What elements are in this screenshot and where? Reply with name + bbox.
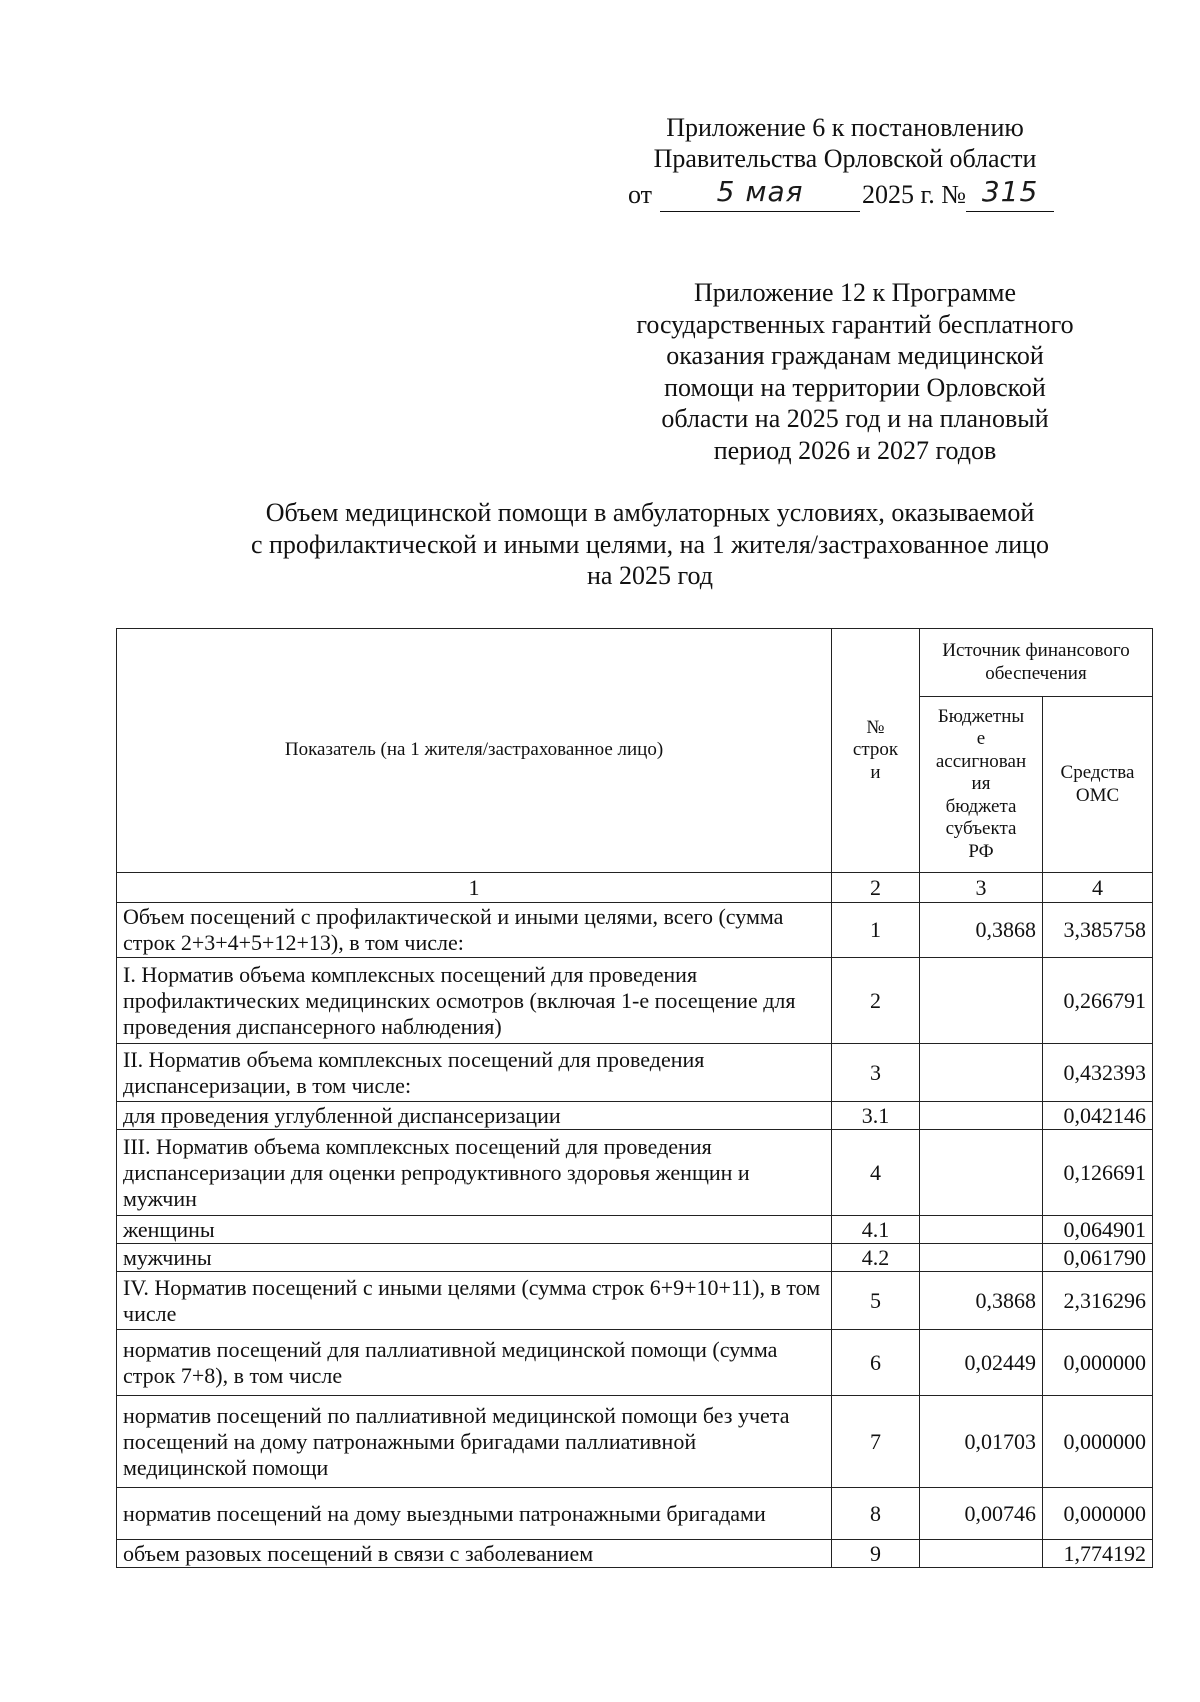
table-row — [117, 1540, 1153, 1568]
row-number: 1 — [832, 903, 920, 958]
header-budget-l5: бюджета — [945, 795, 1017, 817]
table-row — [117, 903, 1153, 958]
header-funding-l2: обеспечения — [985, 662, 1087, 684]
program-header-line1: Приложение 12 к Программе — [693, 278, 1017, 307]
year-text: 2025 г. № — [862, 180, 967, 209]
date-field — [660, 175, 860, 212]
table-row — [117, 1102, 1153, 1130]
row-budget-value — [920, 1216, 1043, 1244]
row-label: для проведения углубленной диспансеризации — [117, 1102, 832, 1130]
date-prefix: от — [628, 180, 653, 209]
row-oms-value: 0,000000 — [1043, 1396, 1153, 1488]
row-label: мужчины — [117, 1244, 832, 1272]
row-label: норматив посещений для паллиативной медицинской помощи (сумма строк 7+8), в том числе — [117, 1330, 832, 1396]
row-budget-value: 0,3868 — [920, 1272, 1043, 1330]
header-row-number — [832, 629, 920, 873]
header-budget-l3: ассигнован — [935, 750, 1027, 772]
row-oms-value: 0,061790 — [1043, 1244, 1153, 1272]
appendix-header — [590, 112, 1100, 174]
header-budget — [920, 697, 1043, 873]
appendix-header-line2: Правительства Орловской области — [653, 144, 1037, 173]
header-row-number-l1: № — [866, 716, 885, 738]
row-label: объем разовых посещений в связи с заболеванием — [117, 1540, 832, 1568]
row-number: 3.1 — [832, 1102, 920, 1130]
row-budget-value: 0,02449 — [920, 1330, 1043, 1396]
row-number: 3 — [832, 1044, 920, 1102]
appendix-header-line1: Приложение 6 к постановлению — [666, 113, 1024, 142]
table-row — [117, 1130, 1153, 1216]
column-number: 4 — [1043, 873, 1153, 903]
header-row-number-l3: и — [870, 761, 881, 783]
title-line3: на 2025 год — [587, 561, 713, 590]
row-number: 4.2 — [832, 1244, 920, 1272]
volume-table — [116, 628, 1153, 1568]
program-header-line5: области на 2025 год и на плановый — [661, 404, 1049, 433]
row-number: 2 — [832, 958, 920, 1044]
table-header-row — [117, 629, 1153, 697]
row-budget-value — [920, 1540, 1043, 1568]
column-number: 2 — [832, 873, 920, 903]
row-number: 9 — [832, 1540, 920, 1568]
row-oms-value: 0,266791 — [1043, 958, 1153, 1044]
table-row — [117, 1216, 1153, 1244]
number-field — [966, 175, 1054, 212]
row-number: 6 — [832, 1330, 920, 1396]
row-budget-value: 0,3868 — [920, 903, 1043, 958]
table-row — [117, 1488, 1153, 1540]
column-number: 3 — [920, 873, 1043, 903]
row-oms-value: 0,042146 — [1043, 1102, 1153, 1130]
table-row — [117, 1396, 1153, 1488]
row-label: женщины — [117, 1216, 832, 1244]
table-row — [117, 1330, 1153, 1396]
header-oms-l1: Средства — [1060, 762, 1135, 783]
header-budget-l2: е — [976, 728, 986, 750]
document-title — [110, 497, 1190, 592]
row-oms-value: 0,000000 — [1043, 1488, 1153, 1540]
row-oms-value: 0,126691 — [1043, 1130, 1153, 1216]
row-budget-value — [920, 958, 1043, 1044]
header-oms — [1043, 697, 1153, 873]
row-oms-value: 2,316296 — [1043, 1272, 1153, 1330]
program-header-line4: помощи на территории Орловской — [664, 372, 1046, 402]
program-header-line3: оказания гражданам медицинской — [666, 341, 1044, 370]
program-header-line6: период 2026 и 2027 годов — [713, 435, 997, 465]
row-label: III. Норматив объема комплексных посещений для проведения диспансеризации для оценки репродуктивного здоровья женщин и мужчин — [117, 1130, 832, 1216]
row-budget-value — [920, 1044, 1043, 1102]
header-budget-l6: субъекта — [945, 818, 1017, 840]
row-number: 4.1 — [832, 1216, 920, 1244]
header-budget-l1: Бюджетны — [937, 705, 1025, 727]
title-line2: с профилактической и иными целями, на 1 жителя/застрахованное лицо — [250, 529, 1050, 559]
row-label: норматив посещений на дому выездными патронажными бригадами — [117, 1488, 832, 1540]
row-budget-value — [920, 1244, 1043, 1272]
row-budget-value: 0,00746 — [920, 1488, 1043, 1540]
table-row — [117, 1244, 1153, 1272]
column-number-row — [117, 873, 1153, 903]
table-row — [117, 958, 1153, 1044]
header-oms-l2: ОМС — [1075, 784, 1120, 806]
program-appendix-header — [610, 277, 1100, 466]
row-label: IV. Норматив посещений с иными целями (сумма строк 6+9+10+11), в том числе — [117, 1272, 832, 1330]
handwritten-date: 5 мая — [716, 175, 804, 208]
header-budget-l7: РФ — [968, 840, 994, 862]
header-row-number-l2: строк — [852, 739, 899, 761]
row-oms-value: 0,432393 — [1043, 1044, 1153, 1102]
header-indicator: Показатель (на 1 жителя/застрахованное лицо) — [117, 629, 832, 873]
row-oms-value: 3,385758 — [1043, 903, 1153, 958]
row-budget-value — [920, 1102, 1043, 1130]
program-header-line2: государственных гарантий бесплатного — [636, 309, 1074, 339]
header-budget-l4: ия — [971, 773, 991, 795]
row-label: норматив посещений по паллиативной медицинской помощи без учета посещений на дому патронажными бригадами паллиативной медицинской помощи — [117, 1396, 832, 1488]
row-oms-value: 1,774192 — [1043, 1540, 1153, 1568]
table-row — [117, 1272, 1153, 1330]
decree-date-line — [628, 175, 1098, 212]
title-line1: Объем медицинской помощи в амбулаторных условиях, оказываемой — [265, 498, 1035, 527]
header-funding-source — [920, 629, 1153, 697]
row-oms-value: 0,064901 — [1043, 1216, 1153, 1244]
row-oms-value: 0,000000 — [1043, 1330, 1153, 1396]
row-label: Объем посещений с профилактической и иными целями, всего (сумма строк 2+3+4+5+12+13), в том числе: — [117, 903, 832, 958]
row-budget-value: 0,01703 — [920, 1396, 1043, 1488]
row-number: 8 — [832, 1488, 920, 1540]
row-number: 5 — [832, 1272, 920, 1330]
column-number: 1 — [117, 873, 832, 903]
row-label: I. Норматив объема комплексных посещений для проведения профилактических медицинских осмотров (включая 1-е посещение для проведения диспансерного наблюдения) — [117, 958, 832, 1044]
header-funding-l1: Источник финансового — [942, 640, 1130, 661]
row-number: 7 — [832, 1396, 920, 1488]
row-number: 4 — [832, 1130, 920, 1216]
table-row — [117, 1044, 1153, 1102]
row-budget-value — [920, 1130, 1043, 1216]
handwritten-number: 315 — [981, 175, 1039, 208]
row-label: II. Норматив объема комплексных посещений для проведения диспансеризации, в том числе: — [117, 1044, 832, 1102]
